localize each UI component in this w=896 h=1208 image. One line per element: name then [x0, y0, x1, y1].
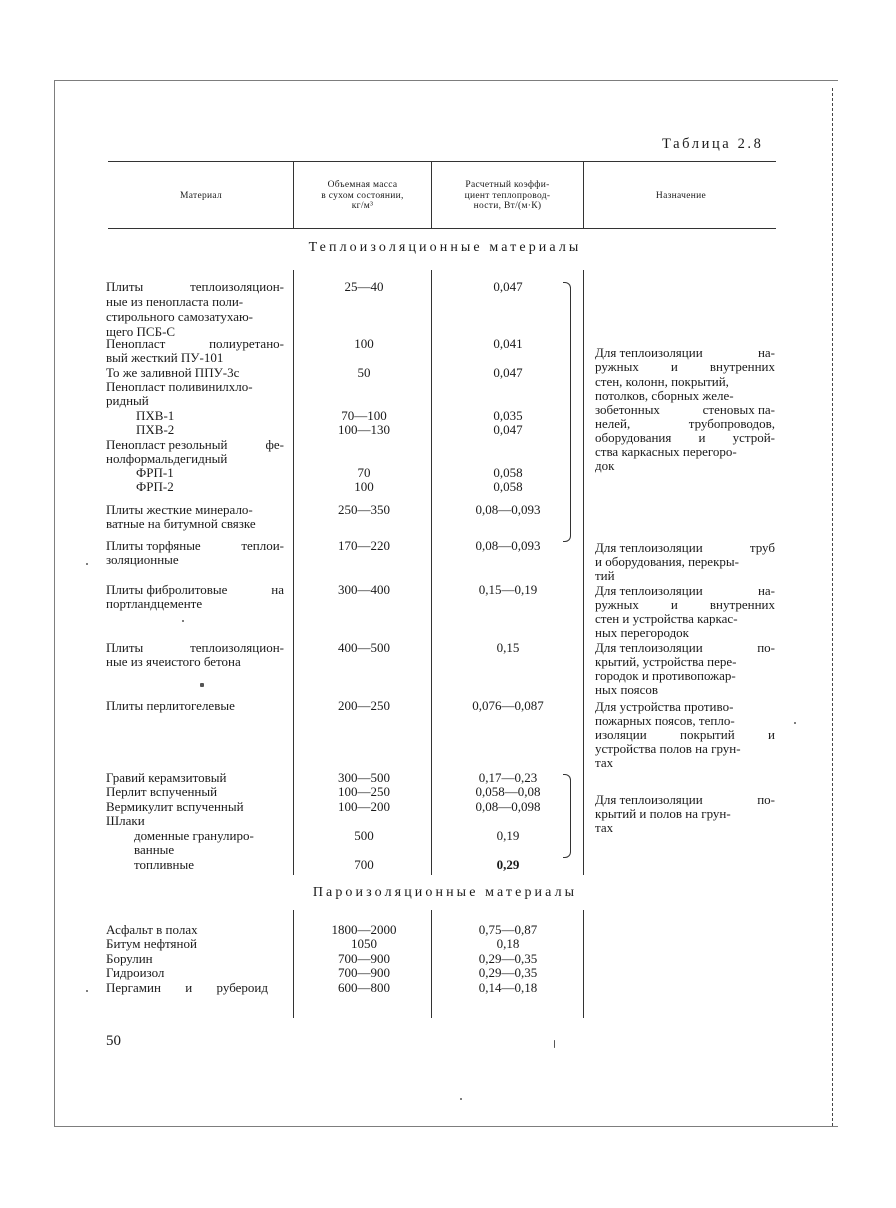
material-word: и: [185, 980, 193, 995]
density-value: 600—800: [338, 980, 390, 995]
body-separator-1b: [293, 910, 294, 1018]
purpose-word: зобетонных: [595, 402, 660, 417]
column-separator-2: [431, 161, 432, 228]
material-word: теплои-: [241, 538, 284, 553]
density-value: 70: [357, 465, 371, 480]
purpose-word: нелей,: [595, 416, 631, 431]
density-value: 250—350: [338, 502, 390, 517]
material-line: Пенопласт поливинилхло-: [106, 379, 253, 394]
material-word: Плиты фибролитовые: [106, 582, 228, 597]
purpose-word: и: [698, 430, 706, 445]
material-word: Плиты: [106, 640, 144, 655]
purpose-line: городок и противопожар-: [595, 668, 736, 683]
body-separator-2a: [431, 270, 432, 875]
conductivity-value: 0,08—0,093: [475, 538, 541, 553]
material-line: То же заливной ППУ-3с: [106, 365, 240, 380]
scan-bottom-edge: [54, 1126, 838, 1127]
purpose-word: внутренних: [709, 597, 775, 612]
conductivity-value: 0,058—0,08: [475, 784, 541, 799]
conductivity-value: 0,18: [496, 936, 520, 951]
purpose-word: труб: [749, 540, 775, 555]
purpose-line: ных перегородок: [595, 625, 690, 640]
purpose-word: по-: [757, 640, 775, 655]
density-value: 300—500: [338, 770, 390, 785]
page-number: 50: [106, 1033, 121, 1049]
material-line: ные из пенопласта поли-: [106, 294, 244, 309]
purpose-line: и оборудования, перекры-: [595, 554, 739, 569]
section-title-vapor: Пароизоляционные материалы: [312, 885, 578, 900]
material-line: ФРП-1: [136, 465, 174, 480]
material-line: Борулин: [106, 951, 153, 966]
material-line: ПХВ-1: [136, 408, 175, 423]
column-separator-3: [583, 161, 584, 228]
header-purpose: Назначение: [655, 191, 707, 201]
purpose-line: ных поясов: [595, 682, 659, 697]
density-value: 25—40: [344, 279, 384, 294]
density-value: 1800—2000: [331, 922, 397, 937]
purpose-word: Для теплоизоляции: [595, 540, 703, 555]
material-word: полиуретано-: [209, 336, 284, 351]
material-line: Асфальт в полах: [106, 922, 198, 937]
material-word: Плиты торфяные: [106, 538, 201, 553]
material-line: [106, 280, 284, 295]
purpose-line: док: [595, 458, 615, 473]
purpose-word: по-: [757, 792, 775, 807]
material-word: фе-: [265, 437, 284, 452]
scan-speck: [86, 990, 88, 992]
density-value: 100: [354, 336, 374, 351]
purpose-word: Для теплоизоляции: [595, 345, 703, 360]
scan-speck: [182, 620, 184, 622]
purpose-line: тий: [595, 568, 615, 583]
density-value: 200—250: [338, 698, 390, 713]
material-line: Перлит вспученный: [106, 784, 218, 799]
material-word: рубероид: [216, 980, 268, 995]
material-word: теплоизоляцион-: [190, 279, 284, 294]
material-line: вый жесткий ПУ-101: [106, 350, 224, 365]
density-value: 700—900: [338, 965, 390, 980]
purpose-line: [595, 360, 775, 375]
purpose-word: устрой-: [732, 430, 775, 445]
material-line: ФРП-2: [136, 479, 174, 494]
material-line: Битум нефтяной: [106, 936, 197, 951]
scan-speck: [86, 563, 88, 565]
conductivity-value: 0,19: [496, 828, 520, 843]
material-line: ридный: [106, 393, 149, 408]
material-line: Плиты жесткие минерало-: [106, 502, 253, 517]
table-label: Таблица 2.8: [662, 136, 764, 152]
header-conductivity-line: ности, Вт/(м·К): [473, 201, 542, 211]
conductivity-value: 0,29—0,35: [478, 965, 538, 980]
purpose-word: трубопроводов,: [688, 416, 775, 431]
material-line: стирольного самозатухаю-: [106, 309, 254, 324]
material-word: на: [271, 582, 284, 597]
purpose-line: крытий и полов на грун-: [595, 806, 731, 821]
density-value: 100—200: [338, 799, 390, 814]
material-line: нолформальдегидный: [106, 451, 228, 466]
material-line: [106, 981, 268, 996]
material-word: Плиты: [106, 279, 144, 294]
density-value: 1050: [351, 936, 377, 951]
density-value: 300—400: [338, 582, 390, 597]
body-separator-3b: [583, 910, 584, 1018]
conductivity-value: 0,75—0,87: [478, 922, 538, 937]
conductivity-value: 0,041: [493, 336, 523, 351]
conductivity-value: 0,08—0,093: [475, 502, 541, 517]
purpose-word: Для теплоизоляции: [595, 792, 703, 807]
header-density-line: Объемная масса: [327, 180, 398, 190]
density-value: 170—220: [338, 538, 390, 553]
section-title-insulation: Теплоизоляционные материалы: [308, 240, 582, 255]
purpose-word: и: [670, 597, 678, 612]
purpose-line: потолков, сборных желе-: [595, 388, 734, 403]
scan-left-edge: [54, 80, 55, 1126]
purpose-line: пожарных поясов, тепло-: [595, 713, 735, 728]
density-value: 70—100: [341, 408, 387, 423]
conductivity-value: 0,047: [493, 279, 523, 294]
conductivity-value: 0,035: [493, 408, 523, 423]
purpose-line: стен и устройства каркас-: [595, 611, 738, 626]
material-line: золяционные: [106, 552, 179, 567]
conductivity-value: 0,17—0,23: [478, 770, 538, 785]
conductivity-value: 0,29—0,35: [478, 951, 538, 966]
conductivity-value: 0,047: [493, 422, 523, 437]
header-density-line: в сухом состоянии,: [321, 190, 404, 201]
material-word: Пенопласт: [106, 336, 166, 351]
material-line: топливные: [134, 857, 195, 872]
purpose-word: и: [670, 359, 678, 374]
purpose-word: Для теплоизоляции: [595, 640, 703, 655]
purpose-word: стеновых па-: [702, 402, 775, 417]
header-density-line: кг/м³: [351, 201, 374, 211]
purpose-line: стен, колонн, покрытий,: [595, 374, 729, 389]
density-value: 400—500: [338, 640, 390, 655]
column-separator-1: [293, 161, 294, 228]
purpose-word: Для теплоизоляции: [595, 583, 703, 598]
purpose-line: устройства полов на грун-: [595, 741, 741, 756]
purpose-word: ружных: [595, 597, 639, 612]
purpose-line: тах: [595, 755, 614, 770]
purpose-word: оборудования: [595, 430, 672, 445]
purpose-line: крытий, устройства пере-: [595, 654, 737, 669]
material-line: Вермикулит вспученный: [106, 799, 244, 814]
purpose-word: внутренних: [709, 359, 775, 374]
purpose-line: ства каркасных перегоро-: [595, 444, 737, 459]
material-word: теплоизоляцион-: [190, 640, 284, 655]
scan-speck: [554, 1040, 555, 1048]
header-conductivity-line: Расчетный коэффи-: [465, 180, 550, 190]
conductivity-value: 0,08—0,098: [475, 799, 541, 814]
scan-right-edge: [832, 88, 833, 1126]
conductivity-value: 0,076—0,087: [472, 698, 544, 713]
material-line: Плиты перлитогелевые: [106, 698, 235, 713]
purpose-line: Для устройства противо-: [595, 699, 734, 714]
density-value: 100: [354, 479, 374, 494]
density-value: 700: [354, 857, 374, 872]
conductivity-value: 0,047: [493, 365, 523, 380]
material-line: доменные гранулиро-: [134, 828, 254, 843]
conductivity-value: 0,058: [493, 479, 523, 494]
conductivity-value: 0,058: [493, 465, 523, 480]
purpose-word: покрытий: [680, 727, 735, 742]
conductivity-value: 0,14—0,18: [478, 980, 538, 995]
scan-top-edge: [54, 80, 838, 81]
scan-speck: [200, 683, 204, 687]
material-line: портландцементе: [106, 596, 203, 611]
material-word: Пенопласт резольный: [106, 437, 228, 452]
density-value: 100—250: [338, 784, 390, 799]
material-line: ПХВ-2: [136, 422, 175, 437]
conductivity-value: 0,29: [496, 857, 520, 872]
purpose-word: на-: [757, 583, 775, 598]
conductivity-value: 0,15—0,19: [478, 582, 538, 597]
purpose-word: ружных: [595, 359, 639, 374]
material-line: щего ПСБ-С: [106, 324, 176, 339]
conductivity-value: 0,15: [496, 640, 520, 655]
scan-speck: [794, 722, 796, 724]
purpose-line: тах: [595, 820, 614, 835]
header-density: [296, 180, 429, 212]
material-line: Шлаки: [106, 813, 145, 828]
body-separator-1a: [293, 270, 294, 875]
material-line: ванные: [134, 842, 175, 857]
material-line: Гравий керамзитовый: [106, 770, 227, 785]
header-conductivity: [434, 180, 581, 212]
purpose-word: изоляции: [595, 727, 647, 742]
density-value: 500: [354, 828, 374, 843]
header-material: Материал: [179, 191, 223, 201]
density-value: 50: [357, 365, 371, 380]
material-word: Пергамин: [106, 980, 161, 995]
scan-speck: [460, 1098, 462, 1100]
purpose-word: на-: [757, 345, 775, 360]
body-separator-3a: [583, 270, 584, 875]
header-conductivity-line: циент теплопровод-: [464, 190, 551, 201]
header-top-rule: [108, 161, 776, 162]
material-line: ные из ячеистого бетона: [106, 654, 241, 669]
purpose-word: и: [768, 727, 775, 742]
density-value: 100—130: [338, 422, 390, 437]
density-value: 700—900: [338, 951, 390, 966]
body-separator-2b: [431, 910, 432, 1018]
header-bottom-rule: [108, 228, 776, 229]
material-line: ватные на битумной связке: [106, 516, 256, 531]
material-line: Гидроизол: [106, 965, 165, 980]
